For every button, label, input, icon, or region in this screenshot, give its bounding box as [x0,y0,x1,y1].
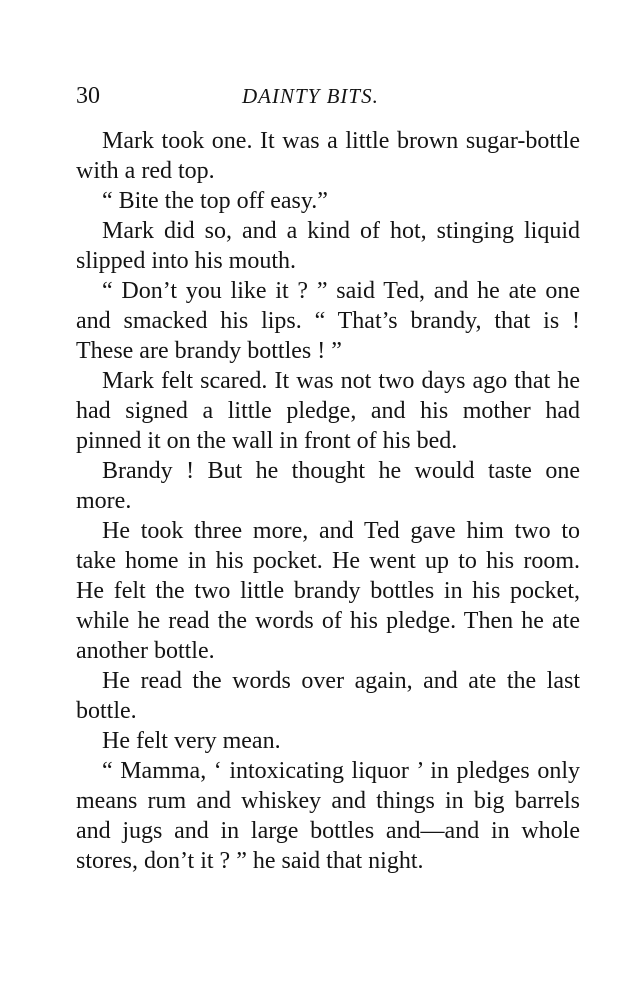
paragraph-1: Mark took one. It was a little brown sugar-bottle with a red top. [76,128,580,184]
paragraph-2: “ Bite the top off easy.” [102,188,328,214]
paragraph-7: He took three more, and Ted gave him two to take home in his pocket. He went up to his room. He felt the two little brandy bottles in his pocket, while he read the words of his pledge. Then he ate another bottle. [76,518,580,664]
paragraph-10: “ Mamma, ‘ intoxicating liquor ’ in pledges only means rum and whiskey and things in big barrels and jugs and in large bottles and—and in whole stores, don’t it ? ” he said that night. [76,758,580,874]
paragraph-3: Mark did so, and a kind of hot, stinging liquid slipped into his mouth. [76,218,580,274]
paragraph-4: “ Don’t you like it ? ” said Ted, and he ate one and smacked his lips. “ That’s brandy, that is ! These are brandy bottles ! ” [76,278,580,364]
page-number: 30 [76,83,100,109]
running-title: DAINTY BITS. [242,84,379,108]
paragraph-5: Mark felt scared. It was not two days ago that he had signed a little pledge, and his mother had pinned it on the wall in front of his bed. [76,368,580,454]
paragraph-8: He read the words over again, and ate the last bottle. [76,668,580,724]
body-text [76,126,580,876]
page-header [76,82,580,112]
paragraph-9: He felt very mean. [102,728,281,754]
paragraph-6: Brandy ! But he thought he would taste one more. [76,458,580,514]
